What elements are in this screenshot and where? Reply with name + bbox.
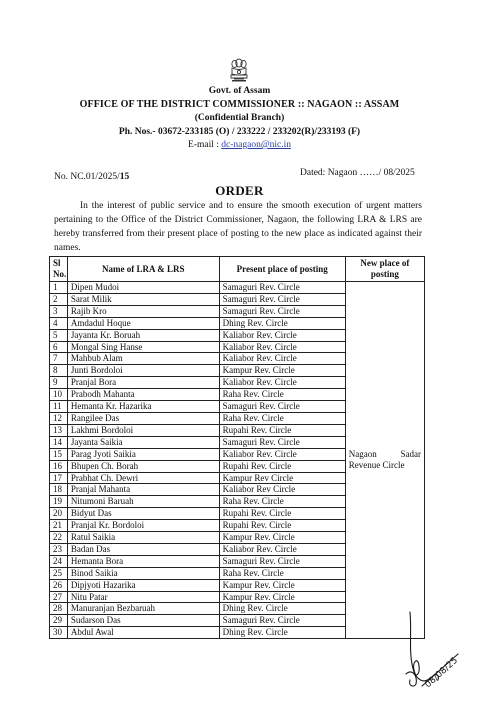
sl-no-cell: 28: [50, 603, 68, 615]
sl-no-cell: 30: [50, 627, 68, 639]
name-cell: Rajib Kro: [67, 305, 219, 317]
sl-no-cell: 24: [50, 555, 68, 567]
present-place-cell: Kaliabor Rev. Circle: [219, 341, 345, 353]
reference-serial: 15: [119, 172, 130, 182]
present-place-cell: Kaliabor Rev. Circle: [219, 353, 345, 365]
header-present-place: Present place of posting: [219, 257, 345, 282]
present-place-cell: Dhing Rev. Circle: [219, 317, 345, 329]
present-place-cell: Kaliabor Rev. Circle: [219, 543, 345, 555]
sl-no-cell: 12: [50, 412, 68, 424]
sl-no-cell: 19: [50, 496, 68, 508]
name-cell: Prabodh Mahanta: [67, 389, 219, 401]
present-place-cell: Rupahi Rev. Circle: [219, 520, 345, 532]
present-place-cell: Raha Rev. Circle: [219, 496, 345, 508]
sl-no-cell: 1: [50, 282, 68, 294]
name-cell: Pranjal Kr. Bordoloi: [67, 520, 219, 532]
name-cell: Pranjal Bora: [67, 377, 219, 389]
name-cell: Hemanta Bora: [67, 555, 219, 567]
email-link[interactable]: dc-nagaon@nic.in: [221, 140, 291, 150]
sl-no-cell: 25: [50, 567, 68, 579]
sl-no-cell: 8: [50, 365, 68, 377]
name-cell: Rangilee Das: [67, 412, 219, 424]
present-place-cell: Kampur Rev Circle: [219, 472, 345, 484]
present-place-cell: Kampur Rev. Circle: [219, 579, 345, 591]
sl-no-cell: 13: [50, 424, 68, 436]
present-place-cell: Kaliabor Rev. Circle: [219, 448, 345, 460]
name-cell: Mahbub Alam: [67, 353, 219, 365]
name-cell: Pranjal Mahanta: [67, 484, 219, 496]
sl-no-cell: 17: [50, 472, 68, 484]
sl-no-cell: 14: [50, 436, 68, 448]
new-place-word1: Nagaon: [348, 449, 377, 460]
name-cell: Dipen Mudoi: [67, 282, 219, 294]
order-title: ORDER: [215, 183, 264, 198]
present-place-cell: Kampur Rev. Circle: [219, 532, 345, 544]
sl-no-cell: 15: [50, 448, 68, 460]
present-place-cell: Samaguri Rev. Circle: [219, 615, 345, 627]
name-cell: Bidyut Das: [67, 508, 219, 520]
present-place-cell: Samaguri Rev. Circle: [219, 305, 345, 317]
present-place-cell: Raha Rev. Circle: [219, 567, 345, 579]
office-heading: OFFICE OF THE DISTRICT COMMISSIONER :: NAGAON :: ASSAM: [79, 99, 400, 110]
sl-no-cell: 3: [50, 305, 68, 317]
sl-no-cell: 26: [50, 579, 68, 591]
header-new-place: New place of posting: [345, 257, 424, 282]
branch-heading: (Confidential Branch): [194, 113, 285, 123]
present-place-cell: Dhing Rev. Circle: [219, 627, 345, 639]
name-cell: Manuranjan Bezbaruah: [67, 603, 219, 615]
name-cell: Abdul Awal: [67, 627, 219, 639]
name-cell: Parag Jyoti Saikia: [67, 448, 219, 460]
present-place-cell: Samaguri Rev. Circle: [219, 282, 345, 294]
sl-no-cell: 6: [50, 341, 68, 353]
sl-no-cell: 27: [50, 591, 68, 603]
govt-heading: Govt. of Assam: [208, 86, 271, 96]
present-place-cell: Kaliabor Rev. Circle: [219, 329, 345, 341]
name-cell: Dipjyoti Hazarika: [67, 579, 219, 591]
sl-no-cell: 23: [50, 543, 68, 555]
email-label: E-mail :: [188, 140, 222, 150]
present-place-cell: Rupahi Rev. Circle: [219, 508, 345, 520]
new-place-word2: Sadar: [400, 449, 421, 460]
sl-no-cell: 7: [50, 353, 68, 365]
phone-numbers: Ph. Nos.- 03672-233185 (O) / 233222 / 233202(R)/233193 (F): [118, 127, 361, 137]
table-header-row: [50, 257, 425, 282]
present-place-cell: Kampur Rev. Circle: [219, 591, 345, 603]
header-sl-no: Sl No.: [50, 257, 68, 282]
transfer-table: [49, 256, 425, 639]
name-cell: Hemanta Kr. Hazarika: [67, 401, 219, 413]
order-paragraph: In the interest of public service and to ensure the smooth execution of urgent matters pertaining to the Office of the District Commissioner, Nagaon, the following LRA & LRS are hereby transferred from their present place of posting to the new place as indicated against their names.: [54, 201, 422, 253]
present-place-cell: Samaguri Rev. Circle: [219, 401, 345, 413]
name-cell: Binod Saikia: [67, 567, 219, 579]
sl-no-cell: 2: [50, 293, 68, 305]
sl-no-cell: 5: [50, 329, 68, 341]
sl-no-cell: 11: [50, 401, 68, 413]
present-place-cell: Rupahi Rev. Circle: [219, 424, 345, 436]
name-cell: Badan Das: [67, 543, 219, 555]
name-cell: Junti Bordoloi: [67, 365, 219, 377]
present-place-cell: Kaliabor Rev Circle: [219, 484, 345, 496]
name-cell: Nitu Patar: [67, 591, 219, 603]
present-place-cell: Samaguri Rev. Circle: [219, 293, 345, 305]
sl-no-cell: 21: [50, 520, 68, 532]
present-place-cell: Kaliabor Rev. Circle: [219, 377, 345, 389]
sl-no-cell: 9: [50, 377, 68, 389]
name-cell: Nitumoni Baruah: [67, 496, 219, 508]
new-place-cell: [345, 282, 424, 639]
name-cell: Sudarson Das: [67, 615, 219, 627]
name-cell: Lakhmi Bordoloi: [67, 424, 219, 436]
sl-no-cell: 16: [50, 460, 68, 472]
reference-number: [54, 172, 129, 182]
name-cell: Jayanta Saikia: [67, 436, 219, 448]
present-place-cell: Samaguri Rev. Circle: [219, 555, 345, 567]
order-date: Dated: Nagaon ……/ 08/2025: [300, 168, 415, 178]
name-cell: Prabhat Ch. Dewri: [67, 472, 219, 484]
header-name: Name of LRA & LRS: [67, 257, 219, 282]
name-cell: Jayanta Kr. Boruah: [67, 329, 219, 341]
new-place-line2: Revenue Circle: [348, 460, 405, 471]
name-cell: Mongal Sing Hanse: [67, 341, 219, 353]
sl-no-cell: 22: [50, 532, 68, 544]
present-place-cell: Samaguri Rev. Circle: [219, 436, 345, 448]
email-line: [0, 140, 479, 150]
signature-image: [400, 604, 462, 694]
state-emblem-icon: [226, 56, 252, 84]
sl-no-cell: 29: [50, 615, 68, 627]
name-cell: Sarat Milik: [67, 293, 219, 305]
name-cell: Bhupen Ch. Borah: [67, 460, 219, 472]
sl-no-cell: 4: [50, 317, 68, 329]
sl-no-cell: 18: [50, 484, 68, 496]
present-place-cell: Kampur Rev. Circle: [219, 365, 345, 377]
present-place-cell: Raha Rev. Circle: [219, 389, 345, 401]
name-cell: Ratul Saikia: [67, 532, 219, 544]
signature-date: 08/08/25: [423, 655, 461, 691]
sl-no-cell: 20: [50, 508, 68, 520]
name-cell: Amdadul Hoque: [67, 317, 219, 329]
sl-no-cell: 10: [50, 389, 68, 401]
present-place-cell: Rupahi Rev. Circle: [219, 460, 345, 472]
table-row: [50, 282, 425, 294]
present-place-cell: Raha Rev. Circle: [219, 412, 345, 424]
reference-prefix: No. NC.01/2025/: [54, 172, 120, 182]
present-place-cell: Dhing Rev. Circle: [219, 603, 345, 615]
